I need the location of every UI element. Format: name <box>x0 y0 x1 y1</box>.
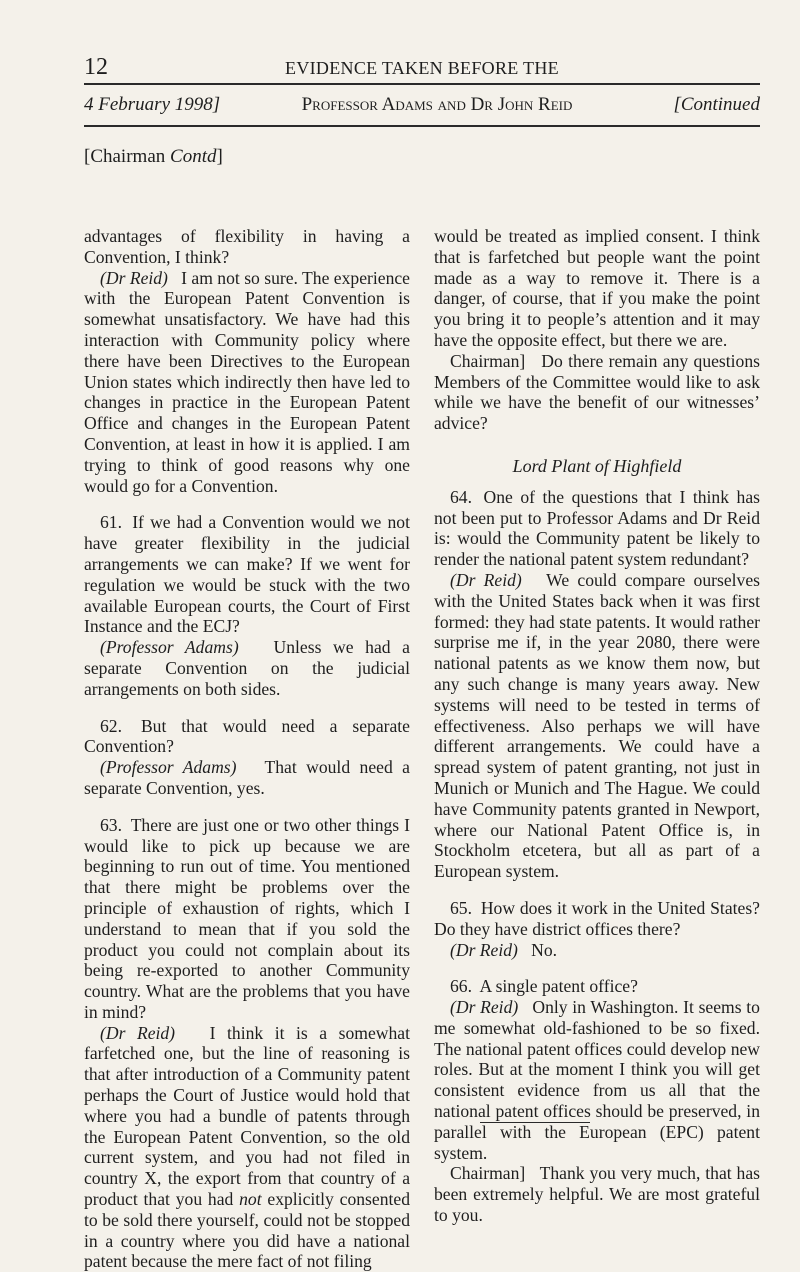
speaker: (Dr Reid) <box>450 569 522 590</box>
speaker: (Professor Adams) <box>100 757 237 778</box>
continued-label: [Continued <box>673 94 760 115</box>
question-66: 66. A single patent office? <box>450 976 638 997</box>
chairman-closing: Chairman] Thank you very much, that has been extremely helpful. We are most grateful to you. <box>434 1163 760 1226</box>
question-62: 62. But that would need a separate Convention? <box>84 715 410 757</box>
right-column <box>434 226 760 1226</box>
speaker: (Dr Reid) <box>450 997 519 1018</box>
speaker: (Professor Adams) <box>100 637 239 658</box>
answer-paragraph: (Dr Reid) I am not so sure. The experience with the European Patent Convention is somewhat unsatisfactory. We have had this interaction with Community policy where there have been Directives to the European Union states which indirectly then have led to changes in practice in the European Patent Office and changes in the European Patent Convention, at least in how it is applied. I am trying to think of good reasons why one would go for a Convention. <box>84 267 410 496</box>
page-header <box>84 56 760 80</box>
speaker: Chairman] <box>450 1163 526 1184</box>
speaker: (Dr Reid) <box>100 1022 176 1043</box>
answer-66: (Dr Reid) Only in Washington. It seems to me somewhat old-fashioned to be so fixed. The national patent offices could develop new roles. But at the moment I think you will get consistent evidence from us all that the national patent offices should be preserved, in parallel with the European (EPC) patent system. <box>434 997 760 1163</box>
sub-header <box>84 94 760 120</box>
speaker: (Dr Reid) <box>450 939 518 960</box>
question-61: 61. If we had a Convention would we not have greater flexibility in the judicial arrangements we can make? If we went for regulation we would be stuck with the two available European courts, the Court of First Instance and the ECJ? <box>84 512 410 637</box>
session-date: 4 February 1998] <box>84 94 221 115</box>
question-64: 64. One of the questions that I think has not been put to Professor Adams and Dr Reid is: would the Community patent be likely to render the national patent system redundant? <box>434 486 760 570</box>
paragraph: advantages of flexibility in having a Convention, I think? <box>84 226 410 267</box>
question-63: 63. There are just one or two other things I would like to pick up because we are beginning to run out of time. You mentioned that there might be problems over the principle of exhaustion of rights, which I understand to mean that if you sold the product you could not complain about its being re-exported to another Community country. What are the problems that you have in mind? <box>84 814 410 1022</box>
witness-names: Professor Adams and Dr John Reid <box>301 94 573 115</box>
section-heading: [Chairman Contd] <box>84 146 223 167</box>
answer-63: (Dr Reid) I think it is a somewhat farfetched one, but the line of reasoning is that after introduction of a Community patent perhaps the Court of Justice would hold that where you had a bundle of patents through the European Patent Convention, so the old current system, and you had not filed in country X, the export from that country of a product that you had not explicitly consented to be sold there yourself, could not be stopped in a country where you did have a national patent because the mere fact of not filing <box>84 1022 410 1272</box>
question-65: 65. How does it work in the United States? Do they have district offices there? <box>434 897 760 939</box>
answer-61: (Professor Adams) Unless we had a separate Convention on the judicial arrangements on both sides. <box>84 637 410 699</box>
speaker: (Dr Reid) <box>100 267 168 288</box>
left-column <box>84 226 410 1272</box>
header-rule-bottom <box>84 125 760 127</box>
end-rule <box>480 1122 590 1123</box>
running-title: EVIDENCE TAKEN BEFORE THE <box>285 58 559 78</box>
answer-64: (Dr Reid) We could compare ourselves with the United States back when it was first formed: they had state patents. It would rather surprise me if, in the year 2080, there were national patents as we know them now, but any such change is many years away. New systems will need to be tested in terms of effectiveness. Also perhaps we will have different arrangements. We could have a spread system of patent granting, not just in Munich or Munich and The Hague. We could have Community patents granted in Newport, where our National Patent Office is, in Stockholm etcetera, but all as part of a European system. <box>434 569 760 882</box>
speaker: Chairman] <box>450 350 526 371</box>
chairman-remark: Chairman] Do there remain any questions Members of the Committee would like to ask while we have the benefit of our witnesses’ advice? <box>434 350 760 434</box>
header-rule-top <box>84 83 760 85</box>
page-number: 12 <box>84 54 108 80</box>
answer-62: (Professor Adams) That would need a separate Convention, yes. <box>84 757 410 798</box>
speaker-subheading: Lord Plant of Highfield <box>512 455 682 476</box>
answer-65: (Dr Reid) No. <box>450 939 558 960</box>
paragraph: would be treated as implied consent. I think that is farfetched but people want the point made as a way to remove it. There is a danger, of course, that if you make the point you bring it to people’s attention and it may have the opposite effect, but there we are. <box>434 226 760 350</box>
